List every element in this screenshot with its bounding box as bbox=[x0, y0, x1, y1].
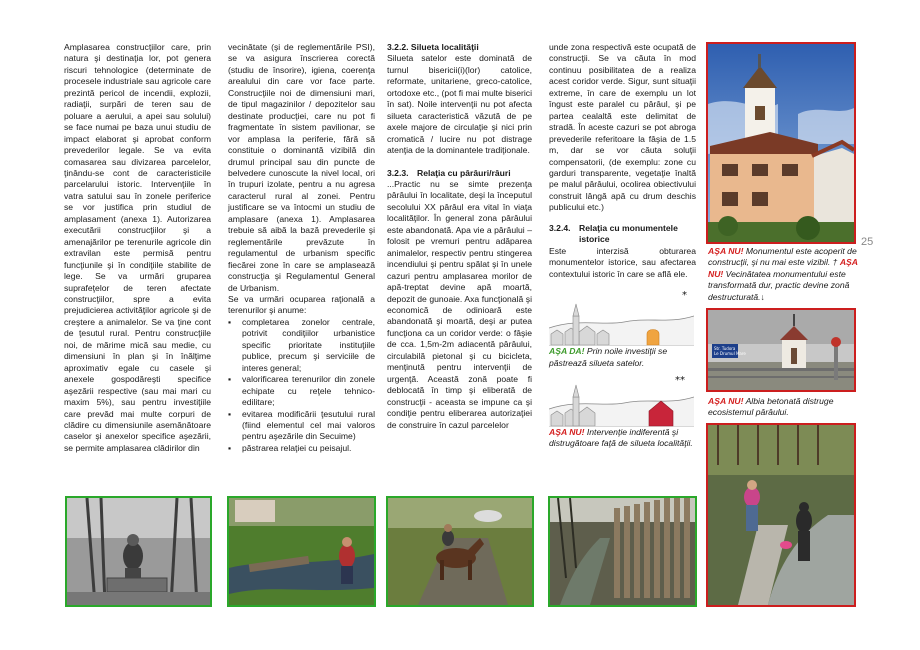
diagram-good-mark: * bbox=[682, 290, 687, 302]
paragraph-coridor: unde zona respectivă este ocupată de construcţii. Se va căuta în mod continuu posibilitatea de a realiza acest coridor verde. Sigur, sunt situaţii extreme, în care de exemplu un lot îngust este paralel cu pârâul, şi pe partea cealaltă este delimitat de stradă. În aceste cazuri se pot abroga prevederile referitoare la fâşia de 1.5 m, dar se vor căuta soluţii compensatorii, (de exemplu: zone cu garduri transparente, vegetaţie înaltă pe malul pârâului, ocolirea obiectivului construit lângă apă cu drum deschis publicului etc.) bbox=[549, 42, 696, 213]
silhouette-diagram-bad bbox=[549, 373, 694, 450]
photo-wooden-fence-stream bbox=[548, 496, 697, 607]
street-sign-text: Str. Tudora Le Drumul Mare bbox=[714, 346, 746, 356]
bullet-item: ▪ păstrarea relaţiei cu peisajul. bbox=[228, 442, 352, 453]
photo-chapel-street bbox=[706, 308, 856, 392]
photo-horse-stream bbox=[386, 496, 534, 607]
photo-man-trough bbox=[65, 496, 212, 607]
caption-good: AŞA DA! Prin noile investiţii se păstrează silueta satelor. bbox=[549, 346, 668, 368]
bullet-marker: ▪ bbox=[228, 374, 232, 385]
silhouette-good-drawing bbox=[549, 288, 694, 346]
bullet-marker: ▪ bbox=[228, 442, 232, 453]
paragraph-ocupare: Se va urmări ocuparea raţională a terenurilor şi anume: bbox=[228, 293, 375, 316]
heading-silueta: 3.2.2. Silueta localităţii bbox=[387, 42, 479, 52]
photo-women-stream bbox=[706, 423, 856, 607]
paragraph-vecinatate: vecinătate (şi de reglementările PSI), se va asigura înscrierea corectă (studiu de însorire), igiena, coerenţa arealului din care vor face parte. Construcţiile noi de dimensiuni mari, de tipul magazinilor / depozitelor sau destinate producţiei, care nu pot fi fragmentate în sistem pavilionar, se vor amplasa la periferie, fără să constituie o dominantă vizibilă din drumul principal sau din puncte de belvedere cunoscute la nivel local, ori în trupuri izolate, pentru a nu agresa caracterul rural al zonei. Pentru justificare se va întocmi un studiu de amplasare (anexa 1). Amplasarea trebuie să aibă la bază prevederile şi reglementările prevăzute în regulamentul de urbanism specific fiecărei zone în care se amplasează construcţia şi Regulamentul General de Urbanism. bbox=[228, 42, 375, 293]
horse-stream-drawing bbox=[388, 498, 532, 605]
text-column-3 bbox=[387, 42, 532, 431]
footbridge-drawing bbox=[229, 498, 374, 605]
church-photo-drawing bbox=[708, 44, 854, 242]
paragraph-amplasarea: Amplasarea construcţiilor care, prin natura şi destinaţia lor, pot genera riscuri tehnologice (determinate de procesele industriale sau agricole care prezintă pericol de incendii, explozii, radiaţii, surpări de teren sau de poluare a aerului, a apei sau solului) se face numai pe baza unui studiu de impact elaborat şi aprobat conform prevederilor legale. Se va evita comasarea sau divizarea parcelelor, ţinându-se cont de caracteristicile parcelarului istoric. Intervenţiile în vatra satului sau în zonele periferice se vor justifica prin studiul de amplasament (anexa 1). Autorizarea executării construcţiilor şi a amenajărilor pe terenurile agricole din extravilan este permisă pentru funcţiunile şi în condiţiile stabilite de lege. Se va urmări gruparea suprafeţelor de teren afectate construcţiilor, spre a evita prejudicierea activităţilor agricole şi de creştere a animalelor. Se va ţine cont de ţesutul rural. Pentru construcţiile noi, de mărime mică sau medie, cu dimensiuni în plan şi în înălţime aproximativ egale cu casele şi anexele gospodăreşti specifice aşezării respective (sau mai mari cu maxim 5%), sau pentru investiţiile care prevăd mai multe corpuri de clădire cu dimensiunile asemănătoare caselor şi anexelor specifice aşezării, se permite amplasarea clădirilor din bbox=[64, 42, 211, 453]
text-column-1 bbox=[64, 42, 211, 454]
text-column-2 bbox=[228, 42, 375, 454]
bullet-marker: ▪ bbox=[228, 316, 232, 327]
chapel-photo-drawing bbox=[708, 310, 854, 390]
page-number: 25 bbox=[861, 236, 874, 248]
bullet-item: ▪ completarea zonelor centrale, potrivit condiţiilor urbanistice specific prioritate instituţiile publice, precum şi serviciile de interes general; bbox=[228, 316, 375, 373]
caption-church: AŞA NU! Monumentul este acoperit de construcţii, şi nu mai este vizibil. † AŞA NU! Vecinătatea monumentului este transformată dur, practic devine zonă destructurată.↓ bbox=[708, 246, 858, 302]
fence-stream-drawing bbox=[550, 498, 695, 605]
text-column-4 bbox=[549, 42, 696, 450]
bullet-item: ▪ evitarea modificării ţesutului rural (fiind elementul cel mai valoros pentru aşezările din Secuime) bbox=[228, 408, 375, 442]
bullet-marker: ▪ bbox=[228, 408, 232, 419]
caption-concrete: AŞA NU! Albia betonată distruge ecosistemul pârâului. bbox=[708, 396, 834, 418]
paragraph-paraie: ...Practic nu se simte prezenţa pârâului în localitate, deşi la începutul secolului XX pârâul era vital în viaţa localităţilor. În general zona pârâului este abandonată. Apa vie a pârâului – folosit pe vremuri pentru adăparea animalelor, respectiv pentru stingerea incendiului şi pentru spălat şi în unele cazuri pentru amplasarea morilor de apă-treptat devine apă moartă, depozit de gunoaie. Axa funcţională şi economică de odinioară este abandonată şi moartă, deşi ar putea funcţiona ca un coridor verde: o fâşie de cca. 1,5m-2m adiacentă pârâului, circulabilă pietonal şi cu bicicleta, menţinută pentru intervenţii de urgenţă. Această zonă poate fi deblocată în timp şi eliberată de construcţii - aceasta se impune ca şi condiţie pentru eliberarea autorizaţiei de construire în cazul parcelelor bbox=[387, 178, 532, 430]
silhouette-bad-drawing bbox=[549, 373, 694, 427]
heading-monumente: 3.2.4. Relaţia cu monumentele istorice bbox=[549, 222, 678, 245]
heading-paraie: 3.2.3. Relaţia cu pârâuri/râuri bbox=[387, 167, 511, 178]
silhouette-diagram-good bbox=[549, 288, 694, 369]
women-stream-drawing bbox=[708, 425, 854, 605]
photo-church-covered bbox=[706, 42, 856, 244]
man-trough-drawing bbox=[67, 498, 210, 605]
caption-bad: AŞA NU! Intervenţie indiferentă şi distrugătoare faţă de silueta localităţii. bbox=[549, 426, 693, 449]
paragraph-silueta: Silueta satelor este dominată de turnul bisericii(i)(lor) catolice, reformate, unitariene, greco-catolice, ortodoxe etc., (pot fi mai multe biserici în sat). Noile intervenţii nu pot afecta silueta caracteristică văzută de pe axele majore de circulaţie şi nici prin cromatică / lucire nu pot distrage atenţia de la dominantele tradiţionale. bbox=[387, 53, 532, 156]
paragraph-monumente: Este interzisă obturarea monumentelor istorice, sau afectarea contextului istoric în care se află ele. bbox=[549, 245, 696, 279]
bullet-item: ▪ valorificarea terenurilor din zonele echipate cu reţele tehnico-edilitare; bbox=[228, 374, 375, 408]
photo-footbridge bbox=[227, 496, 376, 607]
diagram-bad-mark: ** bbox=[675, 374, 685, 386]
